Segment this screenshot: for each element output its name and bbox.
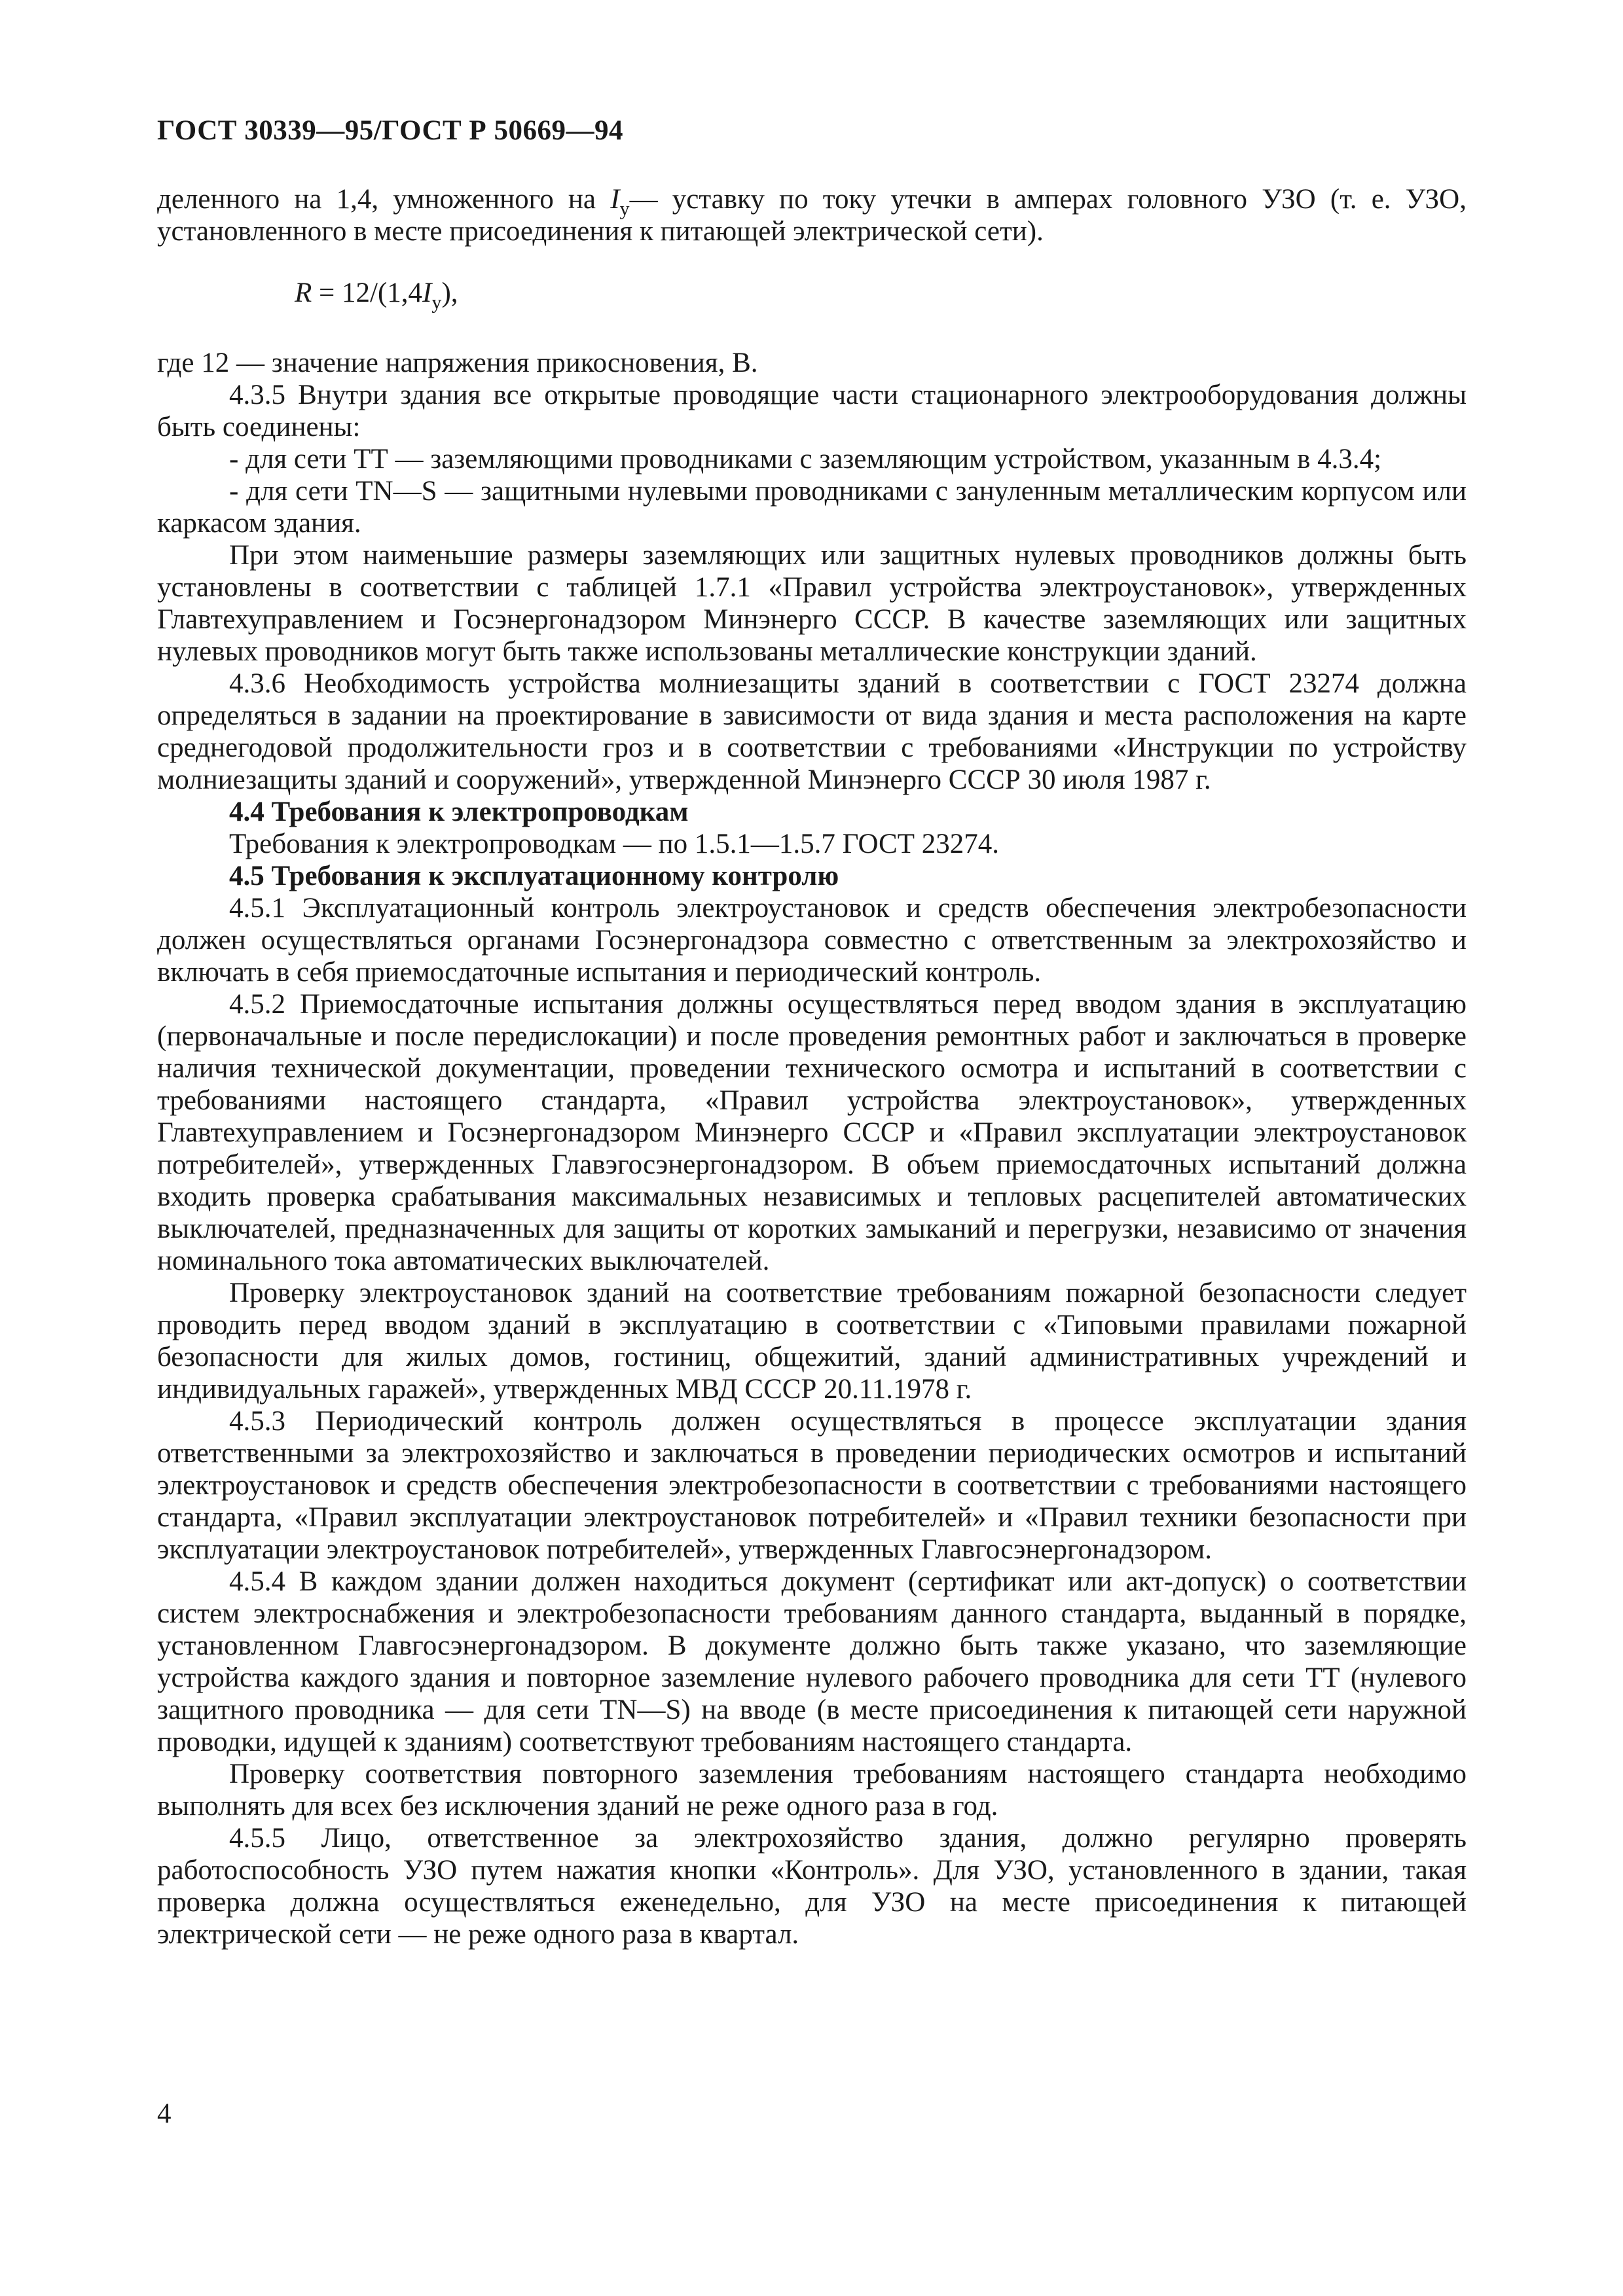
formula-end: ), (441, 278, 458, 308)
formula-middle: = 12/(1,4 (312, 278, 423, 308)
document-body (157, 183, 1467, 1950)
paragraph-4-3-6: 4.3.6 Необходимость устройства молниезащиты зданий в соответствии с ГОСТ 23274 должна определяться в задании на проектирование в зависимости от вида здания и места расположения на карте среднегодовой продолжительности гроз и в соответствии с требованиями «Инструкции по устройству молниезащиты зданий и сооружений», утвержденной Минэнерго СССР 30 июля 1987 г. (157, 668, 1467, 795)
formula-subscript: у (431, 291, 442, 314)
document-page (157, 111, 1467, 1950)
variable-subscript: у (619, 197, 630, 220)
section-heading-4-4: 4.4 Требования к электропроводкам (229, 797, 689, 827)
paragraph-4-5-3: 4.5.3 Периодический контроль должен осуществляться в процессе эксплуатации здания ответственными за электрохозяйство и заключаться в проведении периодических осмотров и испытаний электроустановок и средств обеспечения электробезопасности в соответствии с требованиями настоящего стандарта, «Правил эксплуатации электроустановок потребителей» и «Правил техники безопасности при эксплуатации электроустановок потребителей», утвержденных Главгосэнергонадзором. (157, 1406, 1467, 1565)
paragraph-grounding-check: Проверку соответствия повторного заземления требованиям настоящего стандарта необходимо выполнять для всех без исключения зданий не реже одного раза в год. (157, 1759, 1467, 1821)
paragraph-conductor-sizes: При этом наименьшие размеры заземляющих или защитных нулевых проводников должны быть установлены в соответствии с таблицей 1.7.1 «Правил устройства электроустановок», утвержденных Главтехуправлением и Госэнергонадзором Минэнерго СССР. В качестве заземляющих или защитных нулевых проводников могут быть также использованы металлические конструкции зданий. (157, 540, 1467, 667)
list-item-tt: - для сети ТТ — заземляющими проводниками с заземляющим устройством, указанным в 4.3.4; (229, 444, 1382, 475)
paragraph-intro (157, 183, 1467, 247)
paragraph-4-5-2: 4.5.2 Приемосдаточные испытания должны осуществляться перед вводом здания в эксплуатацию (первоначальные и после передислокации) и после проведения ремонтных работ и заключаться в проверке наличия технической документации, проведении технического осмотра и испытаний в соответствии с требованиями настоящего стандарта, «Правил устройства электроустановок», утвержденных Главтехуправлением и Госэнергонадзором Минэнерго СССР и «Правил эксплуатации электроустановок потребителей», утвержденных Главэгосэнергонадзором. В объем приемосдаточных испытаний должна входить проверка срабатывания максимальных независимых и тепловых расцепителей автоматических выключателей, предназначенных для защиты от коротких замыканий и перегрузки, независимо от значения номинального тока автоматических выключателей. (157, 989, 1467, 1276)
paragraph-where: где 12 — значение напряжения прикосновения, В. (157, 348, 758, 378)
document-header: ГОСТ 30339—95/ГОСТ Р 50669—94 (157, 115, 623, 146)
formula-r: R (295, 278, 312, 308)
formula (157, 277, 1467, 314)
paragraph-intro-start: деленного на 1,4, умноженного на (157, 184, 611, 215)
page-number: 4 (157, 2098, 172, 2129)
formula-i: I (422, 278, 432, 308)
paragraph-fire-safety: Проверку электроустановок зданий на соответствие требованиям пожарной безопасности следует проводить перед вводом зданий в эксплуатацию в соответствии с «Типовыми правилами пожарной безопасности для жилых домов, гостиниц, общежитий, зданий административных учреждений и индивидуальных гаражей», утвержденных МВД СССР 20.11.1978 г. (157, 1278, 1467, 1405)
list-item-tns: - для сети TN—S — защитными нулевыми проводниками с зануленным металлическим корпусом или каркасом здания. (157, 476, 1467, 539)
paragraph-intro-end: — уставку по току утечки в амперах головного УЗО (т. е. УЗО, установленного в месте присоединения к питающей электрической сети). (157, 184, 1467, 247)
paragraph-4-5-5: 4.5.5 Лицо, ответственное за электрохозяйство здания, должно регулярно проверять работоспособность УЗО путем нажатия кнопки «Контроль». Для УЗО, установленного в здании, такая проверка должна осуществляться еженедельно, для УЗО на месте присоединения к питающей электрической сети — не реже одного раза в квартал. (157, 1823, 1467, 1950)
paragraph-4-5-4: 4.5.4 В каждом здании должен находиться документ (сертификат или акт-допуск) о соответствии систем электроснабжения и электробезопасности требованиям данного стандарта, выданный в порядке, установленном Главгосэнергонадзором. В документе должно быть также указано, что заземляющие устройства каждого здания и повторное заземление нулевого рабочего проводника для сети ТТ (нулевого защитного проводника — для сети TN—S) на вводе (в месте присоединения к питающей сети наружной проводки, идущей к зданиям) соответствуют требованиям настоящего стандарта. (157, 1566, 1467, 1757)
paragraph-4-3-5: 4.3.5 Внутри здания все открытые проводящие части стационарного электрооборудования должны быть соединены: (157, 380, 1467, 442)
variable-i: I (610, 184, 620, 215)
paragraph-4-5-1: 4.5.1 Эксплуатационный контроль электроустановок и средств обеспечения электробезопасности должен осуществляться органами Госэнергонадзора совместно с ответственным за электрохозяйство и включать в себя приемосдаточные испытания и периодический контроль. (157, 893, 1467, 988)
section-heading-4-5: 4.5 Требования к эксплуатационному контролю (229, 861, 839, 891)
paragraph-4-4: Требования к электропроводкам — по 1.5.1—1.5.7 ГОСТ 23274. (229, 829, 999, 859)
